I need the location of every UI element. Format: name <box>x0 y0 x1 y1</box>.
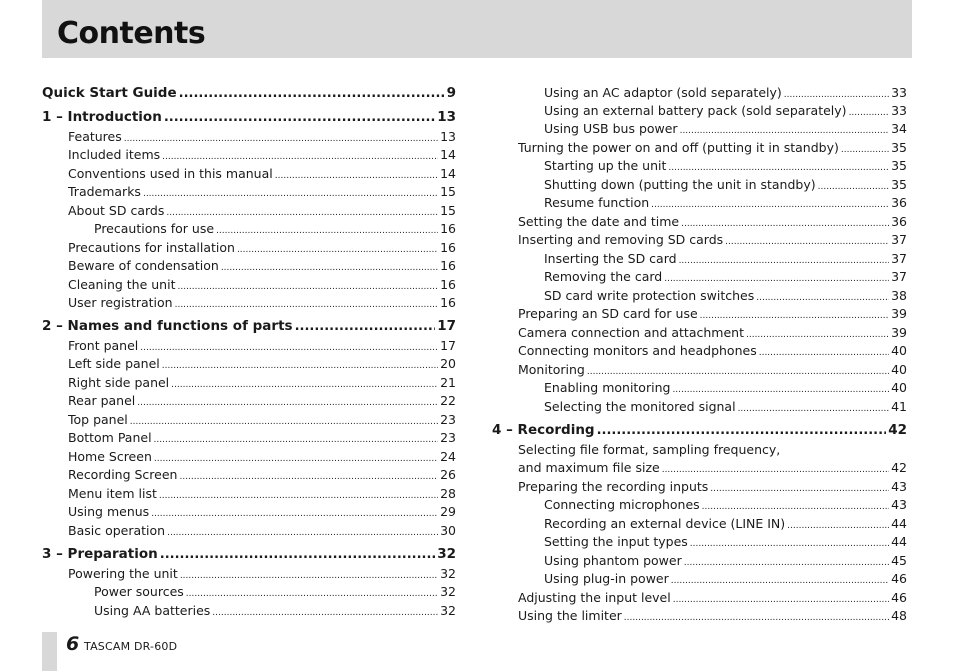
toc-entry <box>492 269 907 284</box>
dot-leader <box>818 180 889 195</box>
toc-page-number: 17 <box>437 318 456 334</box>
dot-leader <box>672 383 889 398</box>
toc-entry-title: Right side panel <box>68 374 170 390</box>
toc-page-number: 45 <box>891 552 907 568</box>
toc-page-number: 46 <box>891 570 907 586</box>
toc-entry-title: Starting up the unit <box>544 157 667 173</box>
toc-page-number: 35 <box>891 157 907 173</box>
toc-page-number: 43 <box>891 478 907 494</box>
toc-entry-title: Bottom Panel <box>68 429 152 445</box>
toc-section-heading <box>42 545 456 563</box>
dot-leader <box>179 85 445 103</box>
dot-leader <box>700 309 889 324</box>
toc-entry-title: Included items <box>68 146 161 162</box>
dot-leader <box>212 606 438 621</box>
toc-entry <box>42 603 456 618</box>
dot-leader <box>673 593 889 608</box>
dot-leader <box>154 433 439 448</box>
toc-entry <box>42 449 456 464</box>
toc-page-number: 23 <box>440 411 456 427</box>
toc-entry <box>492 553 907 568</box>
toc-entry-title: Setting the input types <box>544 533 688 549</box>
toc-page-number: 26 <box>440 466 456 482</box>
toc-page-number: 48 <box>891 607 907 623</box>
toc-entry <box>42 523 456 538</box>
toc-entry-title: Selecting the monitored signal <box>544 398 736 414</box>
dot-leader <box>725 235 889 250</box>
toc-entry-title: Power sources <box>94 583 184 599</box>
toc-entry-title: User registration <box>68 294 173 310</box>
toc-page-number: 33 <box>891 102 907 118</box>
toc-entry <box>42 393 456 408</box>
dot-leader <box>216 224 438 239</box>
toc-entry <box>42 504 456 519</box>
page-title: Contents <box>57 16 206 51</box>
toc-entry <box>42 166 456 181</box>
dot-leader <box>179 470 438 485</box>
dot-leader <box>124 132 438 147</box>
dot-leader <box>651 198 889 213</box>
toc-entry <box>492 516 907 531</box>
toc-page-number: 37 <box>891 268 907 284</box>
toc-entry <box>492 343 907 358</box>
dot-leader <box>597 422 887 440</box>
toc-entry-title: Menu item list <box>68 485 157 501</box>
dot-leader <box>680 124 890 139</box>
toc-entry-title: Preparing the recording inputs <box>518 478 709 494</box>
toc-page-number: 13 <box>440 128 456 144</box>
toc-entry-title: Front panel <box>68 337 139 353</box>
dot-leader <box>587 365 889 380</box>
toc-page-number: 37 <box>891 231 907 247</box>
toc-entry-title: Using an external battery pack (sold separately) <box>544 102 847 118</box>
toc-entry <box>492 608 907 623</box>
toc-entry <box>42 412 456 427</box>
toc-page-number: 41 <box>891 398 907 414</box>
toc-entry <box>492 362 907 377</box>
toc-entry <box>42 375 456 390</box>
toc-entry-title: Using phantom power <box>544 552 682 568</box>
toc-entry-title: Monitoring <box>518 361 585 377</box>
toc-page-number: 30 <box>440 522 456 538</box>
toc-page-number: 32 <box>437 546 456 562</box>
toc-page-number: 40 <box>891 379 907 395</box>
dot-leader <box>180 569 438 584</box>
toc-page-number: 44 <box>891 515 907 531</box>
toc-entry-title: Recording Screen <box>68 466 178 482</box>
dot-leader <box>166 206 438 221</box>
toc-page-number: 35 <box>891 139 907 155</box>
toc-entry-title: Using plug-in power <box>544 570 669 586</box>
dot-leader <box>746 328 889 343</box>
dot-leader <box>171 378 438 393</box>
toc-entry-title: Preparing an SD card for use <box>518 305 698 321</box>
toc-entry-title: Precautions for installation <box>68 239 235 255</box>
toc-entry-title: Using the limiter <box>518 607 622 623</box>
toc-entry-title: Shutting down (putting the unit in standby) <box>544 176 816 192</box>
toc-entry-title: Using menus <box>68 503 150 519</box>
toc-page-number: 33 <box>891 84 907 100</box>
toc-entry <box>492 140 907 155</box>
dot-leader <box>295 318 436 336</box>
toc-entry <box>492 214 907 229</box>
dot-leader <box>154 452 438 467</box>
dot-leader <box>681 217 889 232</box>
product-name: TASCAM DR-60D <box>84 640 178 653</box>
dot-leader <box>175 298 439 313</box>
dot-leader <box>702 500 889 515</box>
toc-entry-title: Inserting and removing SD cards <box>518 231 724 247</box>
toc-section-heading <box>42 317 456 335</box>
toc-entry <box>492 497 907 512</box>
toc-page-number: 43 <box>891 496 907 512</box>
toc-entry-title: About SD cards <box>68 202 165 218</box>
toc-entry <box>42 338 456 353</box>
toc-entry-title: Recording an external device (LINE IN) <box>544 515 786 531</box>
toc-page-number: 14 <box>440 146 456 162</box>
toc-page-number: 36 <box>891 194 907 210</box>
toc-page-number: 37 <box>891 250 907 266</box>
toc-entry <box>42 356 456 371</box>
toc-entry-title: Cleaning the unit <box>68 276 176 292</box>
toc-section-heading <box>492 421 907 439</box>
toc-entry-title: Home Screen <box>68 448 152 464</box>
toc-entry <box>42 240 456 255</box>
toc-entry-title: Left side panel <box>68 355 160 371</box>
toc-entry <box>42 486 456 501</box>
dot-leader <box>668 161 889 176</box>
toc-page-number: 34 <box>891 120 907 136</box>
toc-page-number: 28 <box>440 485 456 501</box>
dot-leader <box>160 546 435 564</box>
toc-entry <box>492 158 907 173</box>
toc-entry <box>492 534 907 549</box>
toc-page-number: 29 <box>440 503 456 519</box>
toc-entry-title: Setting the date and time <box>518 213 680 229</box>
toc-page-number: 9 <box>446 85 456 101</box>
dot-leader <box>690 537 889 552</box>
dot-leader <box>159 489 438 504</box>
toc-entry-title: Using USB bus power <box>544 120 678 136</box>
toc-entry-title: Rear panel <box>68 392 136 408</box>
dot-leader <box>162 150 438 165</box>
dot-leader <box>756 291 889 306</box>
toc-page-number: 38 <box>891 287 907 303</box>
dot-leader <box>738 402 890 417</box>
toc-entry <box>492 177 907 192</box>
toc-entry-title: Selecting file format, sampling frequency, <box>518 441 781 457</box>
toc-page-number: 20 <box>440 355 456 371</box>
page-header <box>42 0 912 58</box>
dot-leader <box>186 587 438 602</box>
toc-page-number: 16 <box>440 294 456 310</box>
dot-leader <box>710 482 889 497</box>
toc-entry <box>492 380 907 395</box>
toc-entry-title: Using AA batteries <box>94 602 211 618</box>
page-number: 6 <box>66 633 80 655</box>
toc-entry-title: Connecting microphones <box>544 496 700 512</box>
toc-entry-title: SD card write protection switches <box>544 287 755 303</box>
toc-entry-title: Features <box>68 128 122 144</box>
toc-entry <box>492 232 907 247</box>
toc-entry-title: Adjusting the input level <box>518 589 671 605</box>
dot-leader <box>664 272 889 287</box>
toc-entry <box>492 590 907 605</box>
toc-entry-title: 4 – Recording <box>492 422 595 438</box>
footer-tab <box>42 632 57 671</box>
dot-leader <box>759 346 889 361</box>
toc-entry-title: 1 – Introduction <box>42 109 162 125</box>
toc-page-number: 16 <box>440 257 456 273</box>
toc-page-number: 32 <box>440 583 456 599</box>
toc-entry <box>42 467 456 482</box>
dot-leader <box>140 341 438 356</box>
toc-page-number: 23 <box>440 429 456 445</box>
toc-entry <box>42 203 456 218</box>
toc-entry <box>492 103 907 118</box>
dot-leader <box>671 574 889 589</box>
toc-entry <box>42 258 456 273</box>
toc-entry-title: 3 – Preparation <box>42 546 158 562</box>
toc-entry-title: Precautions for use <box>94 220 215 236</box>
toc-entry <box>492 306 907 321</box>
dot-leader <box>221 261 438 276</box>
dot-leader <box>679 254 890 269</box>
toc-section-heading <box>42 84 456 102</box>
toc-page-number: 15 <box>440 183 456 199</box>
toc-entry-title: Connecting monitors and headphones <box>518 342 757 358</box>
toc-entry-title: Basic operation <box>68 522 166 538</box>
toc-entry <box>492 460 907 475</box>
toc-entry <box>492 195 907 210</box>
dot-leader <box>784 88 889 103</box>
toc-page-number: 17 <box>440 337 456 353</box>
toc-entry-title: Turning the power on and off (putting it in standby) <box>518 139 839 155</box>
toc-page-number: 16 <box>440 276 456 292</box>
toc-entry <box>492 442 907 457</box>
toc-page-number: 21 <box>440 374 456 390</box>
toc-entry <box>492 121 907 136</box>
toc-page-number: 42 <box>888 422 907 438</box>
toc-entry <box>492 479 907 494</box>
toc-entry <box>492 325 907 340</box>
toc-page-number: 24 <box>440 448 456 464</box>
toc-entry <box>42 221 456 236</box>
toc-entry-title: Inserting the SD card <box>544 250 677 266</box>
toc-page-number: 14 <box>440 165 456 181</box>
toc-entry <box>42 566 456 581</box>
dot-leader <box>684 556 889 571</box>
toc-page-number: 22 <box>440 392 456 408</box>
toc-page-number: 39 <box>891 324 907 340</box>
toc-entry-title: Top panel <box>68 411 128 427</box>
toc-page-number: 39 <box>891 305 907 321</box>
toc-entry <box>492 571 907 586</box>
toc-entry <box>42 584 456 599</box>
dot-leader <box>787 519 889 534</box>
toc-entry <box>42 430 456 445</box>
toc-entry-title: Beware of condensation <box>68 257 219 273</box>
dot-leader <box>849 106 890 121</box>
toc-entry-title: Powering the unit <box>68 565 178 581</box>
dot-leader <box>177 280 438 295</box>
toc-entry-title: and maximum file size <box>518 459 660 475</box>
dot-leader <box>137 396 438 411</box>
dot-leader <box>662 463 889 478</box>
toc-page-number: 36 <box>891 213 907 229</box>
toc-entry <box>42 147 456 162</box>
toc-entry <box>492 288 907 303</box>
toc-entry <box>42 277 456 292</box>
toc-entry-title: Resume function <box>544 194 650 210</box>
dot-leader <box>162 359 438 374</box>
toc-page-number: 13 <box>437 109 456 125</box>
dot-leader <box>151 507 438 522</box>
toc-page-number: 40 <box>891 342 907 358</box>
toc-entry <box>492 251 907 266</box>
toc-entry-title: Enabling monitoring <box>544 379 671 395</box>
dot-leader <box>143 187 438 202</box>
toc-page-number: 42 <box>891 459 907 475</box>
toc-entry-title: 2 – Names and functions of parts <box>42 318 293 334</box>
dot-leader <box>167 526 438 541</box>
toc-entry <box>492 399 907 414</box>
toc-page-number: 32 <box>440 602 456 618</box>
toc-page-number: 16 <box>440 220 456 236</box>
toc-page-number: 44 <box>891 533 907 549</box>
toc-page-number: 15 <box>440 202 456 218</box>
toc-entry <box>492 85 907 100</box>
toc-entry-title: Removing the card <box>544 268 663 284</box>
toc-page-number: 32 <box>440 565 456 581</box>
dot-leader <box>275 169 438 184</box>
toc-entry-title: Trademarks <box>68 183 141 199</box>
dot-leader <box>164 109 435 127</box>
toc-entry <box>42 129 456 144</box>
toc-section-heading <box>42 108 456 126</box>
dot-leader <box>841 143 889 158</box>
toc-page-number: 16 <box>440 239 456 255</box>
toc-page-number: 46 <box>891 589 907 605</box>
toc-entry <box>42 295 456 310</box>
dot-leader <box>237 243 438 258</box>
dot-leader <box>624 611 889 626</box>
toc-entry-title: Camera connection and attachment <box>518 324 744 340</box>
toc-entry <box>42 184 456 199</box>
toc-page-number: 40 <box>891 361 907 377</box>
toc-entry-title: Quick Start Guide <box>42 85 177 101</box>
toc-page-number: 35 <box>891 176 907 192</box>
toc-entry-title: Using an AC adaptor (sold separately) <box>544 84 782 100</box>
dot-leader <box>130 415 438 430</box>
toc-entry-title: Conventions used in this manual <box>68 165 273 181</box>
